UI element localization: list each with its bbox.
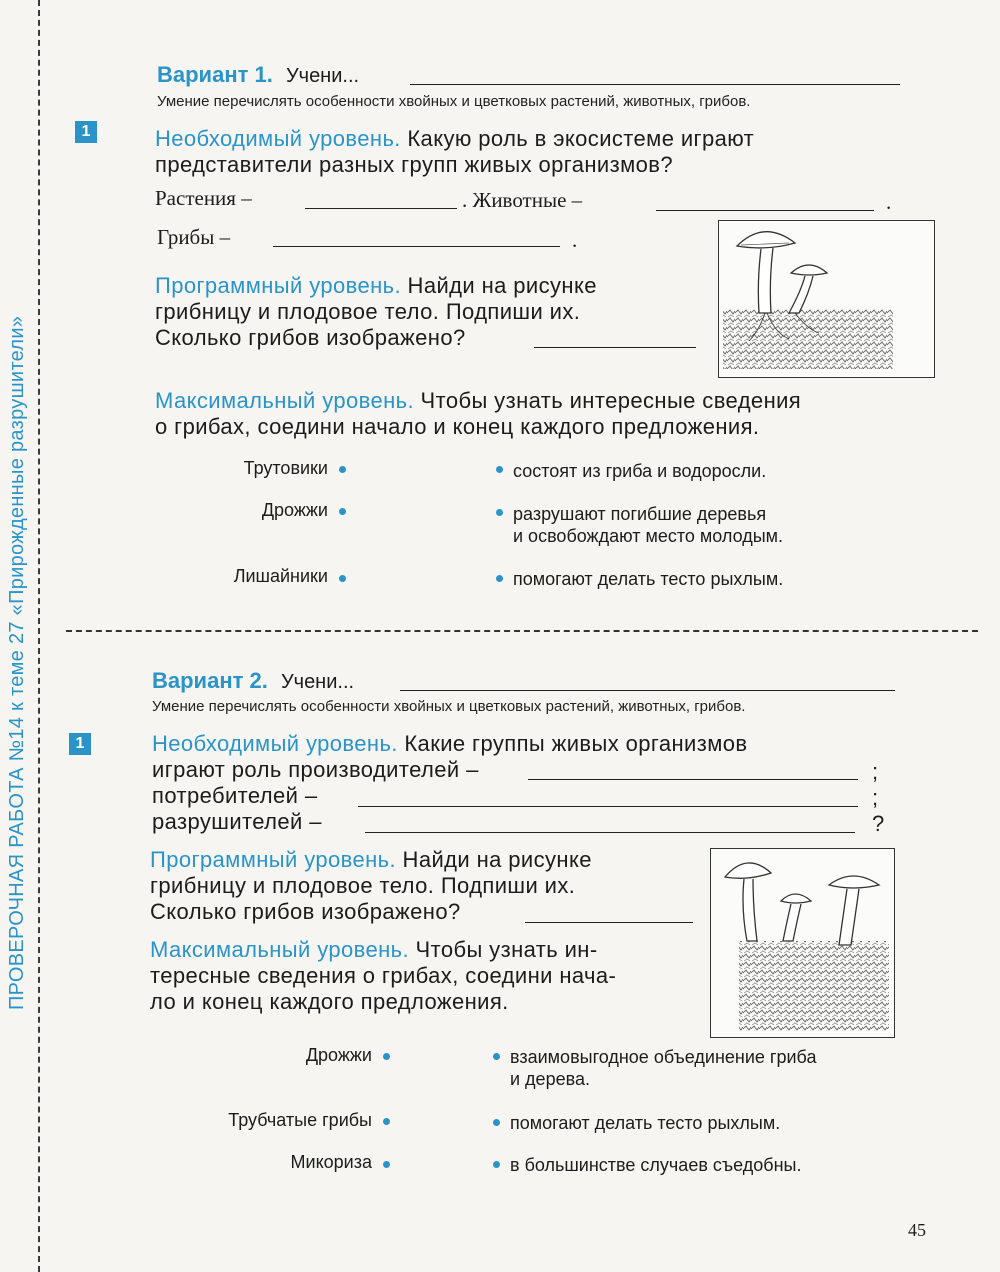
variant2-header [152,668,354,694]
variant1-fungi-label: Грибы – [157,225,231,249]
variant1-right-dot[interactable] [496,466,503,473]
variant2-producers-line[interactable] [528,779,858,780]
variant2-left-dot[interactable] [383,1118,390,1125]
variant1-program-q3: Сколько грибов изображено? [155,325,466,350]
variant1-max-q1: Чтобы узнать интересные сведения [420,388,802,413]
variant2-basic-q1: Какие группы живых организмов [404,731,748,756]
variant2-right-dot[interactable] [493,1053,500,1060]
variant1-max-q2: о грибах, соедини начало и конец каждого предложения. [155,414,760,439]
variant1-left-dot[interactable] [339,575,346,582]
variant1-period1: . [886,190,892,214]
variant2-basic-task [152,731,912,835]
variant2-end3: ? [872,811,885,836]
variant1-max-level: Максимальный уровень. [155,388,415,413]
variant1-basic-q2: представители разных групп живых организмов? [155,152,673,177]
variant2-left-dot[interactable] [383,1053,390,1060]
cut-line-vertical [38,0,40,1272]
variant2-max-q1: Чтобы узнать ин- [415,937,598,962]
variant1-right-dot[interactable] [496,575,503,582]
variant2-program-q2: грибницу и плодовое тело. Подпиши их. [150,873,576,898]
variant1-plants-label: Растения – [155,186,252,210]
mushroom-illustration-icon [719,221,934,377]
variant2-left-item: Трубчатые грибы [228,1110,372,1130]
variant2-end1: ; [872,759,879,784]
variant2-right-dot[interactable] [493,1119,500,1126]
variant1-right-item [513,460,766,482]
variant1-skill: Умение перечислять особенности хвойных и цветковых растений, животных, грибов. [157,93,751,110]
variant1-plants-answer-line[interactable] [305,208,457,209]
variant1-basic-task [155,126,915,178]
right-item-line: помогают делать тесто рыхлым. [513,569,784,589]
page-number: 45 [908,1220,926,1240]
variant1-left-item: Трутовики [243,458,328,478]
variant2-program-q1: Найди на рисунке [402,847,592,872]
variant1-basic-q1: Какую роль в экосистеме играют [407,126,755,151]
variant2-program-q3: Сколько грибов изображено? [150,899,461,924]
variant2-max-q2: тересные сведения о грибах, соедини нача- [150,963,617,988]
variant2-right-dot[interactable] [493,1161,500,1168]
variant2-decomposers: разрушителей – [152,809,322,834]
variant1-max-task [155,388,915,440]
variant1-right-dot[interactable] [496,509,503,516]
right-item-line: в большинстве случаев съедобны. [510,1155,802,1175]
variant2-right-item [510,1046,816,1090]
variant1-animals-answer-line[interactable] [656,210,874,211]
variant2-name-line[interactable] [400,690,895,691]
variant1-program-q1: Найди на рисунке [407,273,597,298]
variant1-animals-label: . Животные – [462,188,583,212]
variant1-program-level: Программный уровень. [155,273,402,298]
variant1-right-item [513,568,783,590]
variant2-consumers-line[interactable] [358,806,858,807]
right-item-line: и освобождают место молодым. [513,526,784,546]
variant1-mushroom-picture[interactable] [718,220,935,378]
variant1-name-line[interactable] [410,84,900,85]
variant1-program-task [155,273,715,351]
sidebar-label: ПРОВЕРОЧНАЯ РАБОТА №14 к теме 27 «Прирожденные разрушители» [6,315,28,1010]
variant2-student-label: Учени... [280,671,355,693]
variant1-student-label: Учени... [285,65,360,87]
variant2-program-task [150,847,710,925]
mushroom-illustration-icon [711,849,894,1037]
variant1-left-dot[interactable] [339,508,346,515]
variant2-max-q3: ло и конец каждого предложения. [150,989,509,1014]
variant1-fungi-answer-line[interactable] [273,246,560,247]
variant2-task-number: 1 [69,733,91,755]
variant2-right-item [510,1112,780,1134]
right-item-line: состоят из гриба и водоросли. [513,461,767,481]
variant1-left-dot[interactable] [339,466,346,473]
variant2-title: Вариант 2. [152,668,268,693]
cut-line-horizontal [66,630,978,632]
variant1-right-item [513,503,783,547]
variant1-left-item: Дрожжи [261,500,328,520]
variant1-title: Вариант 1. [157,62,273,87]
variant2-basic-level: Необходимый уровень. [152,731,398,756]
right-item-line: и дерева. [510,1069,590,1089]
variant2-max-task [150,937,710,1015]
variant1-basic-level: Необходимый уровень. [155,126,401,151]
right-item-line: взаимовыгодное объединение гриба [510,1047,817,1067]
variant1-header [157,62,359,88]
variant2-consumers: потребителей – [152,783,318,808]
variant2-left-dot[interactable] [383,1161,390,1168]
right-item-line: разрушают погибшие деревья [513,504,767,524]
variant2-end2: ; [872,785,879,810]
variant2-program-level: Программный уровень. [150,847,397,872]
variant1-left-item: Лишайники [233,566,328,586]
variant2-left-item: Микориза [290,1152,372,1172]
variant2-right-item [510,1154,801,1176]
variant1-task-number: 1 [75,121,97,143]
variant2-max-level: Максимальный уровень. [150,937,410,962]
variant2-count-answer-line[interactable] [525,922,693,923]
variant2-skill: Умение перечислять особенности хвойных и цветковых растений, животных, грибов. [152,698,746,715]
variant1-count-answer-line[interactable] [534,347,696,348]
variant2-left-item: Дрожжи [305,1045,372,1065]
right-item-line: помогают делать тесто рыхлым. [510,1113,781,1133]
variant2-decomposers-line[interactable] [365,832,855,833]
variant1-program-q2: грибницу и плодовое тело. Подпиши их. [155,299,581,324]
variant1-period2: . [572,228,578,252]
variant2-producers: играют роль производителей – [152,757,479,782]
variant2-mushroom-picture[interactable] [710,848,895,1038]
